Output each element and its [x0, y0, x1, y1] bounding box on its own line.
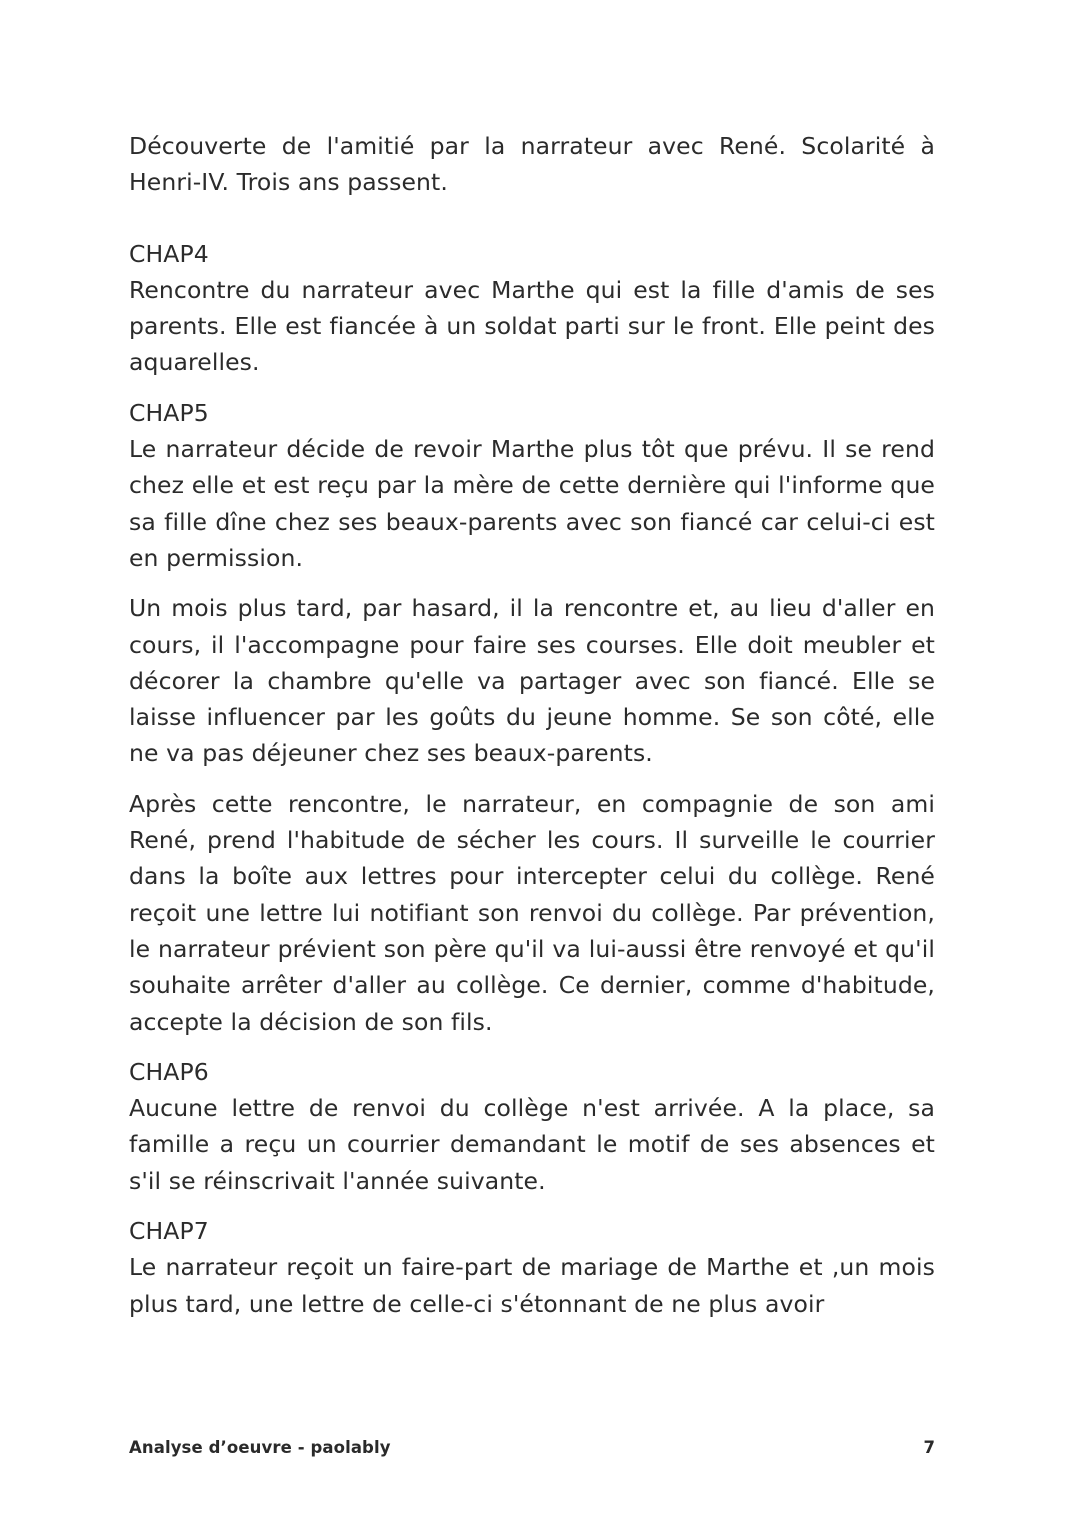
intro-paragraph: Découverte de l'amitié par la narrateur avec René. Scolarité à Henri-IV. Trois ans passent.: [129, 132, 935, 197]
chapter-4-heading: CHAP4: [129, 239, 209, 268]
chapter-4-paragraph: Rencontre du narrateur avec Marthe qui est la fille d'amis de ses parents. Elle est fiancée à un soldat parti sur le front. Elle peint des aquarelles.: [129, 275, 935, 377]
chapter-7-heading: CHAP7: [129, 1217, 209, 1246]
chapter-5-paragraph-3: Après cette rencontre, le narrateur, en compagnie de son ami René, prend l'habitude de sécher les cours. Il surveille le courrier dans la boîte aux lettres pour intercepter celui du collège. René reçoit une lettre lui notifiant son renvoi du collège. Par prévention, le narrateur prévient son père qu'il va lui-aussi être renvoyé et qu'il souhaite arrêter d'aller au collège. Ce dernier, comme d'habitude, accepte la décision de son fils.: [129, 789, 935, 1036]
page-number: 7: [923, 1438, 935, 1457]
chapter-6-paragraph: Aucune lettre de renvoi du collège n'est arrivée. A la place, sa famille a reçu un courrier demandant le motif de ses absences et s'il se réinscrivait l'année suivante.: [129, 1094, 935, 1195]
chapter-5-paragraph-2: Un mois plus tard, par hasard, il la rencontre et, au lieu d'aller en cours, il l'accompagne pour faire ses courses. Elle doit meubler et décorer la chambre qu'elle va partager avec son fiancé. Elle se laisse influencer par les goûts du jeune homme. Se son côté, elle ne va pas déjeuner chez ses beaux-parents.: [129, 594, 935, 768]
chapter-6-heading: CHAP6: [129, 1057, 209, 1086]
chapter-5-heading: CHAP5: [129, 398, 209, 427]
document-body: [129, 128, 935, 1322]
chapter-7-paragraph: Le narrateur reçoit un faire-part de mariage de Marthe et ,un mois plus tard, une lettre de celle-ci s'étonnant de ne plus avoir: [129, 1253, 935, 1318]
chapter-5-paragraph-1: Le narrateur décide de revoir Marthe plus tôt que prévu. Il se rend chez elle et est reçu par la mère de cette dernière qui l'informe que sa fille dîne chez ses beaux-parents avec son fiancé car celui-ci est en permission.: [129, 435, 935, 572]
footer-title: Analyse d’oeuvre - paolably: [129, 1438, 391, 1457]
